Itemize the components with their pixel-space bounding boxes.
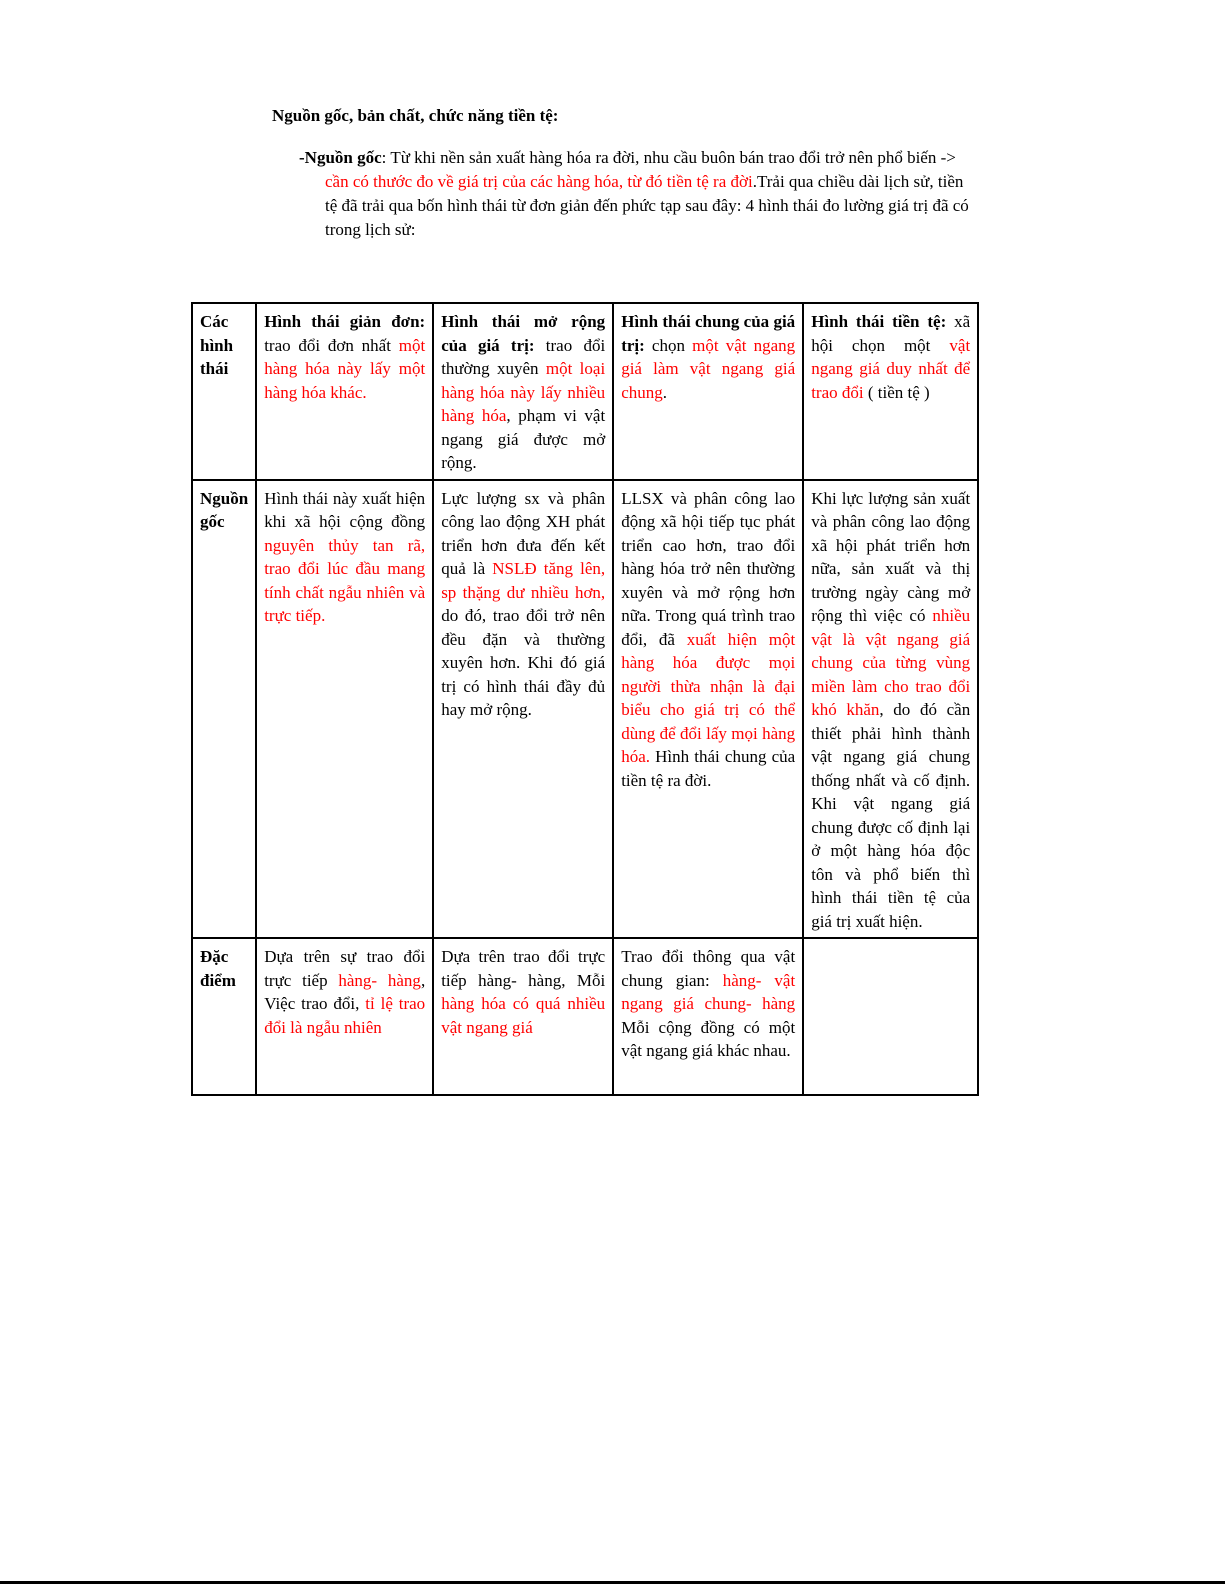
cell-text: Khi lực lượng sản xuất và phân công lao động xã hội phát triển hơn nữa, sản xuất và thị trường ngày càng mở rộng thì việc có	[811, 488, 971, 625]
cell-text: .	[662, 382, 667, 402]
cell-highlight: hàng- hàng	[338, 970, 421, 990]
cell-label: Hình thái tiền tệ:	[811, 312, 947, 331]
table-cell	[803, 938, 978, 1095]
cell-text: trao đổi đơn nhất	[264, 335, 399, 355]
cell-text: Lực lượng sx và phân công lao động XH phát triển hơn đưa đến kết quả là	[441, 488, 606, 578]
cell-text: chọn	[644, 335, 693, 355]
cell-text: do đó, trao đổi trở nên đều đặn và thường xuyên hơn. Khi đó giá trị có hình thái đầy đủ hay mở rộng.	[441, 606, 606, 719]
cell-label: Hình thái mở rộng của giá trị:	[441, 312, 606, 355]
table-cell	[613, 480, 803, 939]
cell-text: Dựa trên trao đổi trực tiếp hàng- hàng, Mỗi	[441, 947, 606, 990]
row-header: Các hình thái	[192, 303, 256, 480]
cell-text: Mỗi cộng đồng có một vật ngang giá khác nhau.	[621, 1017, 796, 1060]
table-cell	[433, 480, 613, 939]
table-row-forms	[192, 303, 978, 480]
row-header: Đặc điểm	[192, 938, 256, 1095]
table-cell	[256, 303, 433, 480]
intro-paragraph	[299, 146, 975, 242]
cell-highlight: NSLĐ tăng lên, sp thặng dư nhiều hơn,	[441, 559, 606, 602]
cell-highlight: một vật ngang giá làm vật ngang giá chung	[621, 335, 796, 402]
cell-text: Dựa trên sự trao đổi trực tiếp	[264, 947, 426, 990]
cell-highlight: nhiều vật là vật ngang giá chung của từng vùng miền làm cho trao đổi khó khăn	[811, 606, 971, 719]
table-cell	[256, 480, 433, 939]
cell-label: Hình thái chung của giá trị:	[621, 312, 796, 355]
table-cell	[433, 303, 613, 480]
table-cell	[613, 938, 803, 1095]
cell-label: Hình thái giản đơn:	[264, 312, 426, 331]
cell-text: Trao đổi thông qua vật chung gian:	[621, 947, 796, 990]
table-cell	[803, 303, 978, 480]
cell-text: , do đó cần thiết phải hình thành vật ngang giá chung thống nhất và cố định. Khi vật ngang giá chung được cố định lại ở một hàng hóa độc tôn và phổ biến thì hình thái tiền tệ của giá trị xuất hiện.	[811, 700, 971, 931]
table-cell	[256, 938, 433, 1095]
cell-text: LLSX và phân công lao động xã hội tiếp tục phát triển cao hơn, trao đổi hàng hóa trở nên thường xuyên và mở rộng hơn nữa. Trong quá trình trao đổi, đã	[621, 488, 796, 649]
intro-text: : Từ khi nền sản xuất hàng hóa ra đời, nhu cầu buôn bán trao đổi trở nên phổ biến ->	[381, 148, 956, 167]
page-heading: Nguồn gốc, bản chất, chức năng tiền tệ:	[272, 106, 559, 125]
row-header: Nguồn gốc	[192, 480, 256, 939]
table-row-origin	[192, 480, 978, 939]
table-cell	[613, 303, 803, 480]
intro-label: -Nguồn gốc	[299, 148, 382, 167]
cell-text: xã hội chọn một	[811, 312, 971, 355]
money-forms-table	[191, 302, 979, 1096]
cell-text: , Việc trao đổi,	[264, 970, 426, 1013]
intro-text-end: .Trải qua chiều dài lịch sử, tiền tệ đã trải qua bốn hình thái từ đơn giản đến phức tạp sau đây: 4 hình thái đo lường giá trị đã có trong lịch sử:	[325, 172, 969, 239]
cell-highlight: nguyên thủy tan rã, trao đổi lúc đầu mang tính chất ngẫu nhiên và trực tiếp.	[264, 535, 426, 625]
cell-highlight: hàng hóa có quá nhiều vật ngang giá	[441, 994, 606, 1037]
cell-text: Hình thái này xuất hiện khi xã hội cộng đồng	[264, 488, 426, 531]
cell-highlight: hàng- vật ngang giá chung- hàng	[621, 970, 796, 1013]
table-cell	[803, 480, 978, 939]
intro-highlight: cần có thước đo về giá trị của các hàng hóa, từ đó tiền tệ ra đời	[325, 172, 753, 191]
cell-text: trao đổi thường xuyên	[441, 335, 606, 378]
cell-highlight: vật ngang giá duy nhất để trao đổi	[811, 335, 971, 402]
table-cell	[433, 938, 613, 1095]
cell-text: ( tiền tệ )	[863, 382, 930, 402]
cell-highlight: một hàng hóa này lấy một hàng hóa khác.	[264, 335, 426, 402]
cell-highlight: tỉ lệ trao đổi là ngẫu nhiên	[264, 994, 426, 1037]
page-bottom-rule	[0, 1581, 1225, 1584]
cell-text: , phạm vi vật ngang giá được mở rộng.	[441, 406, 606, 472]
cell-text: Hình thái chung của tiền tệ ra đời.	[621, 747, 796, 790]
table-row-characteristics	[192, 938, 978, 1095]
cell-highlight: một loại hàng hóa này lấy nhiều hàng hóa	[441, 359, 606, 425]
cell-highlight: xuất hiện một hàng hóa được mọi người thừa nhận là đại biểu cho giá trị có thể dùng để đổi lấy mọi hàng hóa.	[621, 629, 796, 766]
